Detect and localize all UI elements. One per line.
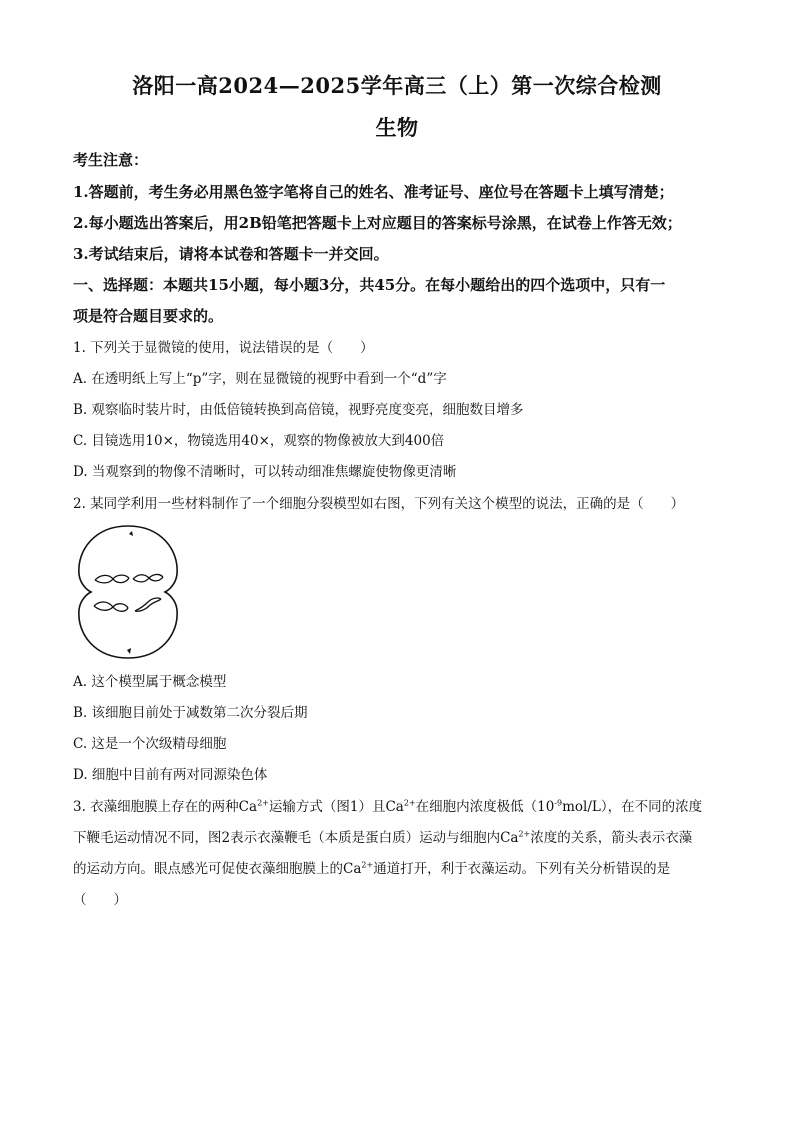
q1-stem: 1. 下列关于显微镜的使用，说法错误的是（ ）	[73, 340, 374, 356]
q3-text: mol/L），在不同的浓度	[562, 799, 703, 815]
exam-title: 洛阳一高2024—2025学年高三（上）第一次综合检测	[132, 73, 662, 98]
q1-option-c: C. 目镜选用10×，物镜选用40×，观察的物像被放大到400倍	[73, 433, 445, 449]
q3-text: 浓度的关系，箭头表示衣藻	[530, 830, 693, 846]
ion-charge: 2+	[518, 829, 531, 839]
ion-charge: 2+	[361, 860, 374, 870]
q3-stem-line2	[73, 829, 733, 847]
q1-option-d: D. 当观察到的物像不清晰时，可以转动细准焦螺旋使物像更清晰	[73, 464, 457, 480]
section-heading-line2: 项是符合题目要求的。	[73, 307, 224, 325]
q3-text: 3. 衣藻细胞膜上存在的两种Ca	[73, 799, 258, 815]
q2-option-b: B. 该细胞目前处于减数第二次分裂后期	[73, 705, 308, 721]
q2-stem: 2. 某同学利用一些材料制作了一个细胞分裂模型如右图，下列有关这个模型的说法，正确的是（ ）	[73, 496, 685, 512]
q1-option-a: A. 在透明纸上写上“p”字，则在显微镜的视野中看到一个“d”字	[73, 371, 447, 387]
cell-division-model-figure	[73, 522, 183, 662]
q3-text: 下鞭毛运动情况不同，图2表示衣藻鞭毛（本质是蛋白质）运动与细胞内Ca	[73, 830, 519, 846]
subject-title: 生物	[375, 115, 419, 140]
q2-option-a: A. 这个模型属于概念模型	[73, 674, 227, 690]
q2-option-d: D. 细胞中目前有两对同源染色体	[73, 767, 268, 783]
q3-text: 在细胞内浓度极低（10	[415, 799, 555, 815]
q3-stem-line1	[73, 798, 733, 816]
notice-item-1: 1.答题前，考生务必用黑色签字笔将自己的姓名、准考证号、座位号在答题卡上填写清楚；	[73, 183, 674, 201]
q3-stem-line4: （ ）	[73, 892, 127, 908]
notice-heading: 考生注意：	[73, 151, 149, 169]
ion-charge: 2+	[257, 798, 269, 808]
q3-stem-line3	[73, 860, 733, 878]
notice-item-2: 2.每小题选出答案后，用2B铅笔把答题卡上对应题目的答案标号涂黑，在试卷上作答无效；	[73, 214, 682, 232]
q3-text: 通道打开，利于衣藻运动。下列有关分析错误的是	[373, 861, 671, 877]
q3-text: 的运动方向。眼点感光可促使衣藻细胞膜上的Ca	[73, 861, 362, 877]
q2-option-c: C. 这是一个次级精母细胞	[73, 736, 227, 752]
notice-item-3: 3.考试结束后，请将本试卷和答题卡一并交回。	[73, 245, 389, 263]
exponent: -9	[554, 798, 563, 808]
q1-option-b: B. 观察临时装片时，由低倍镜转换到高倍镜，视野亮度变亮，细胞数目增多	[73, 402, 524, 418]
section-heading-line1: 一、选择题：本题共15小题，每小题3分，共45分。在每小题给出的四个选项中，只有一	[73, 276, 666, 294]
q3-text: 运输方式（图1）且Ca	[268, 799, 404, 815]
ion-charge: 2+	[403, 798, 416, 808]
